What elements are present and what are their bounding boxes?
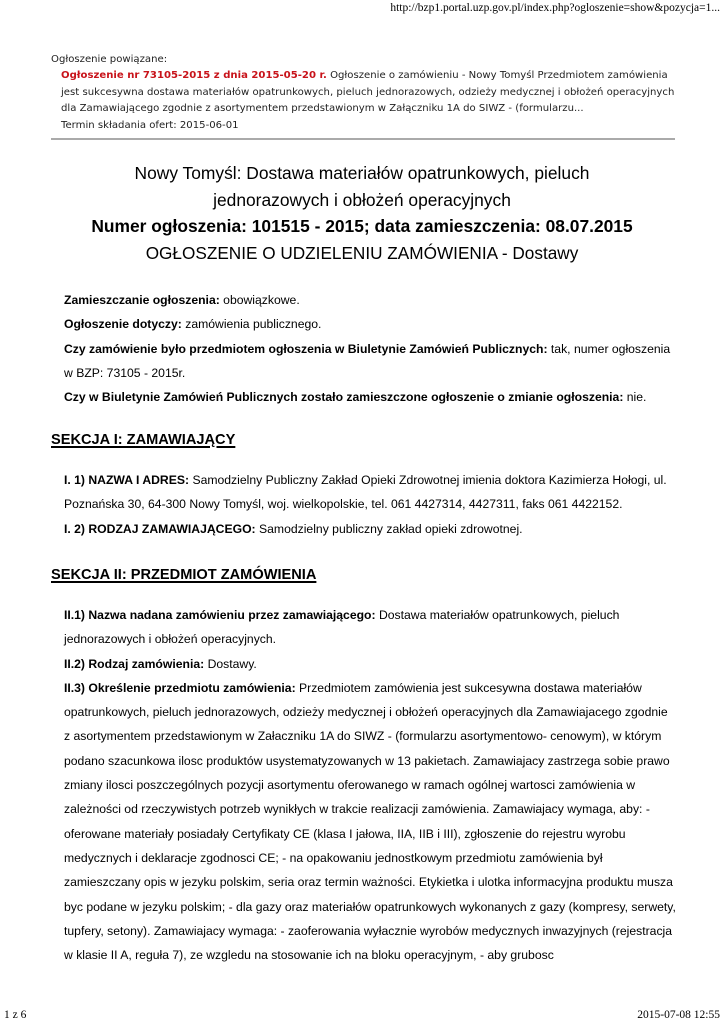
related-notice-link[interactable]: Ogłoszenie nr 73105-2015 z dnia 2015-05-20 r. [61,70,327,82]
notice-meta [64,288,676,409]
related-notice [51,52,677,140]
print-header-url: http://bzp1.portal.uzp.gov.pl/index.php?ogloszenie=show&pozycja=1... [390,2,720,14]
notice-type-line: OGŁOSZENIE O UDZIELENIU ZAMÓWIENIA - Dostawy [145,242,579,263]
divider [51,138,675,140]
section-2-heading: SEKCJA II: PRZEDMIOT ZAMÓWIENIA [51,567,317,583]
related-notice-summary: Ogłoszenie o zamówieniu - Nowy Tomyśl Przedmiotem zamówienia jest sukcesywna dostawa materiałów opatrunkowych, pieluch jednorazowych, odzieży medycznej i obłożeń operacyjnych dla Zamawiającego zgodnie z asortymentem przedstawionym w Załączniku 1A do SIWZ - (formularzu... [61,70,675,115]
section-1-heading: SEKCJA I: ZAMAWIAJĄCY [51,432,236,448]
meta-change: Czy w Biuletynie Zamówień Publicznych zostało zamieszczone ogłoszenie o zmianie ogłoszenia: nie. [64,390,647,405]
contract-type: II.2) Rodzaj zamówienia: Dostawy. [64,656,257,671]
page-number: 1 z 6 [4,1009,27,1021]
related-notice-deadline: Termin składania ofert: 2015-06-01 [61,119,239,131]
section-1-content [64,468,676,541]
related-notice-label: Ogłoszenie powiązane: [51,54,168,65]
section-2-content [64,603,676,967]
meta-posting: Zamieszczanie ogłoszenia: obowiązkowe. [64,293,300,307]
contract-name: II.1) Nazwa nadana zamówieniu przez zamawiającego: Dostawa materiałów opatrunkowych, pieluch jednorazowych i obłożeń operacyjnych. [64,608,620,647]
related-notice-body [51,68,677,134]
contract-subject: II.3) Określenie przedmiotu zamówienia: Przedmiotem zamówienia jest sukcesywna dostawa materiałów opatrunkowych, pieluch jednorazowych, odzieży medycznej i obłożeń operacyjnych dla Zamawiajacego zgodnie z asortymentem przedstawionym w Załaczniku 1A do SIWZ - (formularzu asortymentowo- cenowym), w którym podano szacunkowa ilosc produktów usystematyzowanych w 13 pakietach. Zamawiajacy zastrzega sobie prawo zmiany ilosci poszczególnych pozycji asortymentu oferowanego w ramach ogólnej wartosci zamówienia w zależności od rzeczywistych potrzeb wynikłych w trakcie realizacji zamówienia. Zamawiajacy wymaga, aby: - oferowane materiały posiadały Certyfikaty CE (klasa I jałowa, IIA, IIB i III), zgłoszenie do rejestru wyrobu medycznych i deklaracje zgodnosci CE; - na opakowaniu jednostkowym przedmiotu zamówienia był zamieszczany opis w jezyku polskim, seria oraz termin ważności. Etykietka i ulotka informacyjna produktu musza byc podane w jezyku polskim; - dla gazy oraz materiałów opatrunkowych wykonanych z gazy (kompresy, serwety, tupfery, setony). Zamawiajacy wymaga: - zaoferowania wyłacznie wyrobów medycznych inwazyjnych (rejestracja w klasie II A, reguła 7), ze wzgledu na stosowanie ich na bloku operacyjnym, - aby grubosc [64,680,676,963]
meta-concerns: Ogłoszenie dotyczy: zamówienia publicznego. [64,317,322,332]
notice-number-line: Numer ogłoszenia: 101515 - 2015; data zamieszczenia: 08.07.2015 [91,216,633,236]
notice-title [56,160,668,266]
meta-bzp: Czy zamówienie było przedmiotem ogłoszenia w Biuletynie Zamówień Publicznych: tak, numer ogłoszenia w BZP: 73105 - 2015r. [64,341,671,380]
contracting-authority-type: I. 2) RODZAJ ZAMAWIAJĄCEGO: Samodzielny publiczny zakład opieki zdrowotnej. [64,521,523,536]
title-line-1: Nowy Tomyśl: Dostawa materiałów opatrunkowych, pieluch [134,163,590,183]
contracting-authority-name: I. 1) NAZWA I ADRES: Samodzielny Publiczny Zakład Opieki Zdrowotnej imienia doktora Kazimierza Hołogi, ul. Poznańska 30, 64-300 Nowy Tomyśl, woj. wielkopolskie, tel. 061 4427314, 4427311, faks 061 4422152. [64,473,667,512]
title-line-2: jednorazowych i obłożeń operacyjnych [213,189,511,210]
print-timestamp: 2015-07-08 12:55 [637,1009,720,1021]
